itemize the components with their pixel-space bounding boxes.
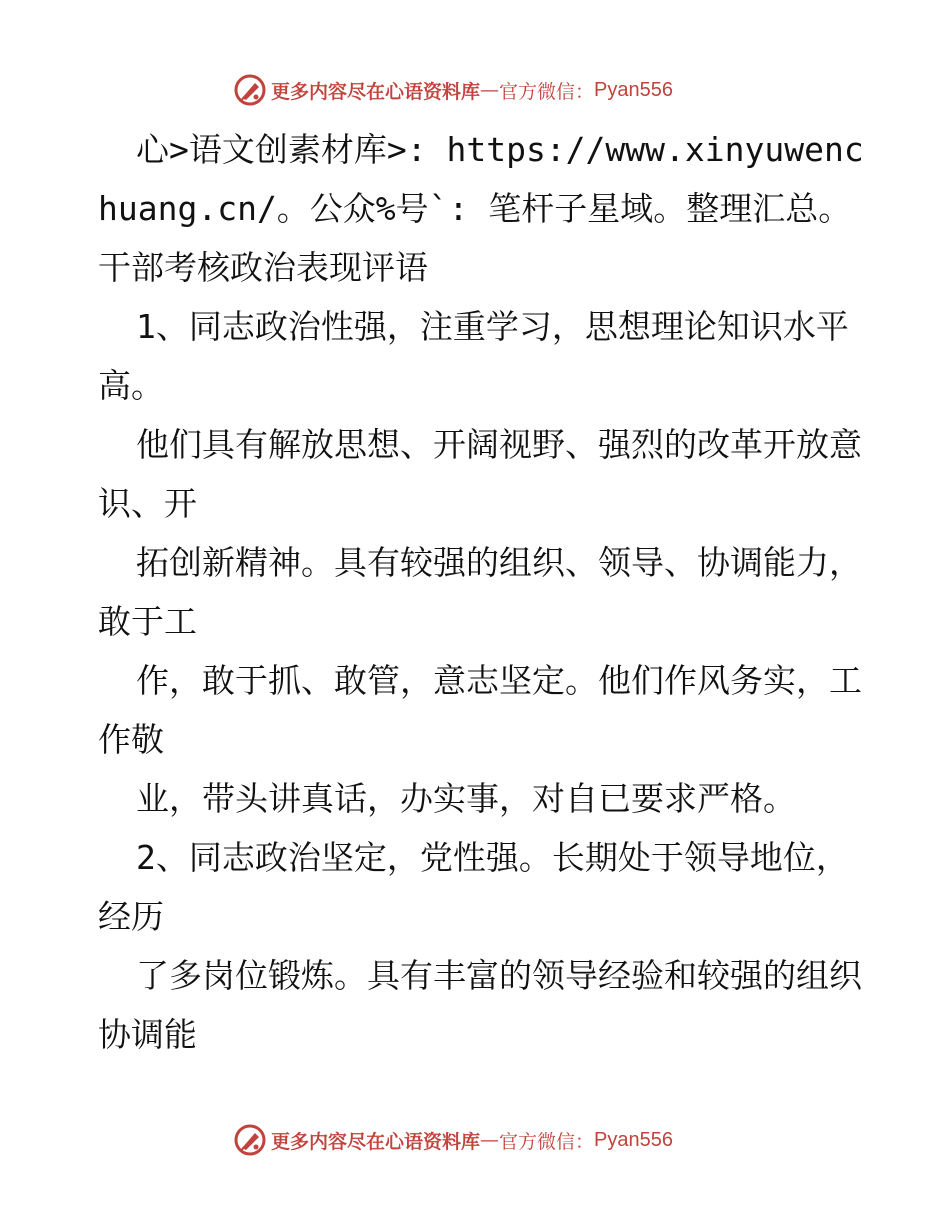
document-body <box>98 120 868 1064</box>
banner-dash: — <box>480 1129 500 1151</box>
pen-nib-logo-icon <box>233 1123 267 1157</box>
footer-banner <box>233 1122 753 1158</box>
header-banner <box>233 72 753 108</box>
pen-nib-logo-icon <box>233 73 267 107</box>
paragraph-intro: 心>语文创素材库>: https://www.xinyuwenchuang.cn/。公众%号`: 笔杆子星域。整理汇总。干部考核政治表现评语 <box>98 130 864 287</box>
banner-main-text: 更多内容尽在心语资料库 <box>271 80 481 103</box>
banner-wechat-id: Pyan556 <box>594 1128 673 1151</box>
banner-wechat-id: Pyan556 <box>594 78 673 101</box>
paragraph-line: 业，带头讲真话，办实事，对自已要求严格。 <box>136 779 796 818</box>
banner-wechat-label: 官方微信： <box>499 1130 595 1153</box>
paragraph-line: 作，敢于抓、敢管，意志坚定。他们作风务实，工作敬 <box>98 661 862 759</box>
paragraph-item-1: 1、同志政治性强，注重学习，思想理论知识水平高。 <box>98 307 849 405</box>
paragraph-line: 了多岗位锻炼。具有丰富的领导经验和较强的组织协调能 <box>98 956 862 1054</box>
banner-dash: — <box>480 79 500 101</box>
banner-wechat-label: 官方微信： <box>499 80 595 103</box>
paragraph-item-2: 2、同志政治坚定，党性强。长期处于领导地位，经历 <box>98 838 849 936</box>
banner-main-text: 更多内容尽在心语资料库 <box>271 1130 481 1153</box>
paragraph-line: 拓创新精神。具有较强的组织、领导、协调能力，敢于工 <box>98 543 862 641</box>
paragraph-line: 他们具有解放思想、开阔视野、强烈的改革开放意识、开 <box>98 425 862 523</box>
